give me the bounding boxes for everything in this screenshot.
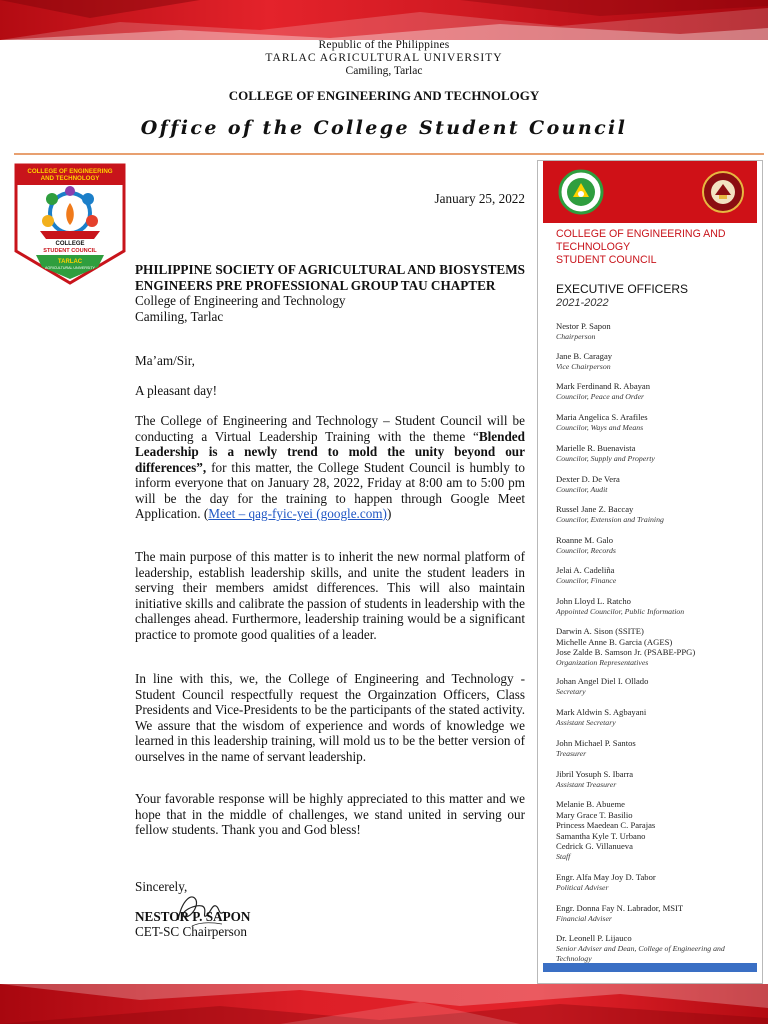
officer-entry xyxy=(556,535,761,556)
body-paragraph-3: In line with this, we, the College of Engineering and Technology - Student Council respectfully request the Orgainzation Officers, Class Presidents and Vice-Presidents to be the participants of the stated activity. We assure that the wisdom of experience and words of knowledge we learned in this leadership training, will mold us to be the better version of ourselves in the name of servant leadership. xyxy=(135,671,525,764)
officer-entry xyxy=(556,321,761,342)
officer-role: Secretary xyxy=(556,686,586,696)
officer-role: Financial Adviser xyxy=(556,913,612,923)
officer-role: Assistant Secretary xyxy=(556,717,616,727)
officer-name: Princess Maedean C. Parajas xyxy=(556,820,656,830)
officer-name: Engr. Alfa May Joy D. Tabor xyxy=(556,872,656,882)
closing: Sincerely, xyxy=(135,879,188,894)
university-seal-icon xyxy=(555,169,607,215)
officer-role: Chairperson xyxy=(556,331,596,341)
signer-title: CET-SC Chairperson xyxy=(135,924,247,939)
panel-name-line-2: TECHNOLOGY xyxy=(556,241,631,253)
officer-entry xyxy=(556,504,761,525)
header-university: TARLAC AGRICULTURAL UNIVERSITY xyxy=(265,52,503,64)
signer-name: NESTOR P. SAPON xyxy=(135,909,251,924)
officer-name: John Michael P. Santos xyxy=(556,738,636,748)
letter-date: January 25, 2022 xyxy=(434,191,525,206)
header-republic: Republic of the Philippines xyxy=(318,39,450,51)
logo-council-text: STUDENT COUNCIL xyxy=(43,248,97,254)
officer-entry xyxy=(556,351,761,372)
officer-name: Jane B. Caragay xyxy=(556,351,613,361)
logo-university-text: AGRICULTURAL UNIVERSITY xyxy=(45,266,95,270)
officer-name: Maria Angelica S. Arafiles xyxy=(556,412,648,422)
officer-name: Nestor P. Sapon xyxy=(556,321,611,331)
officer-name: Roanne M. Galo xyxy=(556,535,614,545)
officers-panel xyxy=(537,160,763,984)
officer-entry xyxy=(556,381,761,402)
officer-role: Councilor, Extension and Training xyxy=(556,514,664,524)
panel-name-line-3: STUDENT COUNCIL xyxy=(556,254,657,266)
para1-details: for this matter, the College Student Council is humbly to inform everyone that on January 28, 2022, Friday at 8:00 am to 5:00 pm will be the day for the training to happen through Google Meet Application. ( xyxy=(135,459,525,521)
header-college: COLLEGE OF ENGINEERING AND TECHNOLOGY xyxy=(228,88,540,103)
officer-role: Political Adviser xyxy=(556,882,609,892)
college-seal-icon xyxy=(699,169,747,215)
recipient-block xyxy=(135,262,525,324)
executive-officers-year: 2021-2022 xyxy=(556,297,609,309)
officer-name: Russel Jane Z. Baccay xyxy=(556,504,634,514)
officer-entry xyxy=(556,769,761,790)
para1-intro: The College of Engineering and Technology – Student Council will be conducting a Virtual Leadership Training with the theme “ xyxy=(135,413,525,444)
executive-officers-heading: EXECUTIVE OFFICERS xyxy=(556,282,689,296)
panel-council-name xyxy=(556,228,756,267)
officer-name: Engr. Donna Fay N. Labrador, MSIT xyxy=(556,903,684,913)
logo-college-text: COLLEGE xyxy=(55,241,85,247)
officer-name: Darwin A. Sison (SSITE) xyxy=(556,626,644,636)
recipient-location: Camiling, Tarlac xyxy=(135,308,224,324)
officer-entry xyxy=(556,872,761,893)
bottom-banner xyxy=(0,984,768,1024)
officer-role: Vice Chairperson xyxy=(556,361,611,371)
officer-name: Cedrick G. Villanueva xyxy=(556,841,633,851)
body-paragraph-2: The main purpose of this matter is to inherit the new normal platform of leadership, establish leadership skills, and unite the student leaders in serving their members amidst differences. This will also maintain initiative skills and calibrate the passion of students in leadership with the challenges ahead. Furthermore, leadership training would be a significant practice to promote good qualities of a leader. xyxy=(135,549,525,642)
officer-role: Staff xyxy=(556,851,571,861)
bottom-banner-decoration xyxy=(0,984,768,1024)
officer-entry xyxy=(556,933,761,964)
panel-header-band xyxy=(543,161,757,223)
header-office-title: Office of the College Student Council xyxy=(140,117,628,139)
header-divider xyxy=(14,153,764,155)
officer-entry xyxy=(556,903,761,924)
para1-close: ) xyxy=(386,506,392,521)
officer-entry xyxy=(556,565,761,586)
officer-entry xyxy=(556,412,761,433)
officer-entry xyxy=(556,738,761,759)
top-banner xyxy=(0,0,768,40)
officer-name: Samantha Kyle T. Urbano xyxy=(556,830,646,841)
officer-role: Senior Adviser and Dean, College of Engineering and Technology xyxy=(556,943,725,963)
panel-accent-bar xyxy=(543,963,757,972)
student-council-logo xyxy=(14,163,126,285)
header-location: Camiling, Tarlac xyxy=(345,65,423,77)
officer-role: Treasurer xyxy=(556,748,587,758)
officer-name: Mary Grace T. Basilio xyxy=(556,809,633,820)
officer-role: Councilor, Ways and Means xyxy=(556,422,644,432)
officer-entry xyxy=(556,596,761,617)
salutation: Ma’am/Sir, xyxy=(135,353,195,368)
officer-name: Mark Ferdinand R. Abayan xyxy=(556,381,651,391)
officer-name: Dr. Leonell P. Lijauco xyxy=(556,933,632,943)
officer-name: Melanie B. Abueme xyxy=(556,799,625,809)
officer-name: Jose Zalde B. Samson Jr. (PSABE-PPG) xyxy=(556,647,696,657)
officer-name: Johan Angel Diel I. Ollado xyxy=(556,676,649,686)
body-paragraph-4: Your favorable response will be highly appreciated to this matter and we hope that in the middle of challenges, we stand united in serving our fellow students. Thank you and God bless! xyxy=(135,791,525,837)
officer-role: Appointed Councilor, Public Information xyxy=(556,606,685,616)
recipient-organization: PHILIPPINE SOCIETY OF AGRICULTURAL AND BIOSYSTEMS ENGINEERS PRE PROFESSIONAL GROUP TAU CHAPTER xyxy=(135,262,525,293)
officer-name: Jelai A. Cadeliña xyxy=(556,565,615,575)
officer-name: Michelle Anne B. Garcia (AGES) xyxy=(556,636,673,647)
top-banner-decoration xyxy=(0,0,768,40)
officer-role: Councilor, Records xyxy=(556,545,616,555)
officer-entry xyxy=(556,707,761,728)
panel-name-line-1: COLLEGE OF ENGINEERING AND xyxy=(556,228,726,240)
body-paragraph-1 xyxy=(135,413,525,522)
officer-name: Marielle R. Buenavista xyxy=(556,443,636,453)
logo-top-text: COLLEGE OF ENGINEERING AND TECHNOLOGY xyxy=(27,168,113,182)
officer-entry xyxy=(556,474,761,495)
officer-name: Dexter D. De Vera xyxy=(556,474,620,484)
recipient-college: College of Engineering and Technology xyxy=(135,293,346,308)
officer-name: John Lloyd L. Ratcho xyxy=(556,596,631,606)
officer-name: Mark Aldwin S. Agbayani xyxy=(556,707,647,717)
para1-theme: Blended Leadership is a newly trend to mold the unity beyond our differences”, xyxy=(135,428,525,475)
logo-tarlac-text: TARLAC xyxy=(57,259,83,265)
officer-role: Assistant Treasurer xyxy=(556,779,617,789)
officer-role: Councilor, Finance xyxy=(556,575,617,585)
officer-role: Organization Representatives xyxy=(556,657,649,667)
google-meet-link[interactable]: Meet – qag-fyic-yei (google.com) xyxy=(208,506,387,521)
officer-name: Jibril Yosuph S. Ibarra xyxy=(556,769,634,779)
officer-role: Councilor, Audit xyxy=(556,484,608,494)
officer-entry xyxy=(556,626,761,668)
officer-entry xyxy=(556,799,761,862)
officer-role: Councilor, Peace and Order xyxy=(556,391,645,401)
officer-entry xyxy=(556,443,761,464)
greeting: A pleasant day! xyxy=(135,383,218,398)
officer-entry xyxy=(556,676,761,697)
officer-role: Councilor, Supply and Property xyxy=(556,453,655,463)
